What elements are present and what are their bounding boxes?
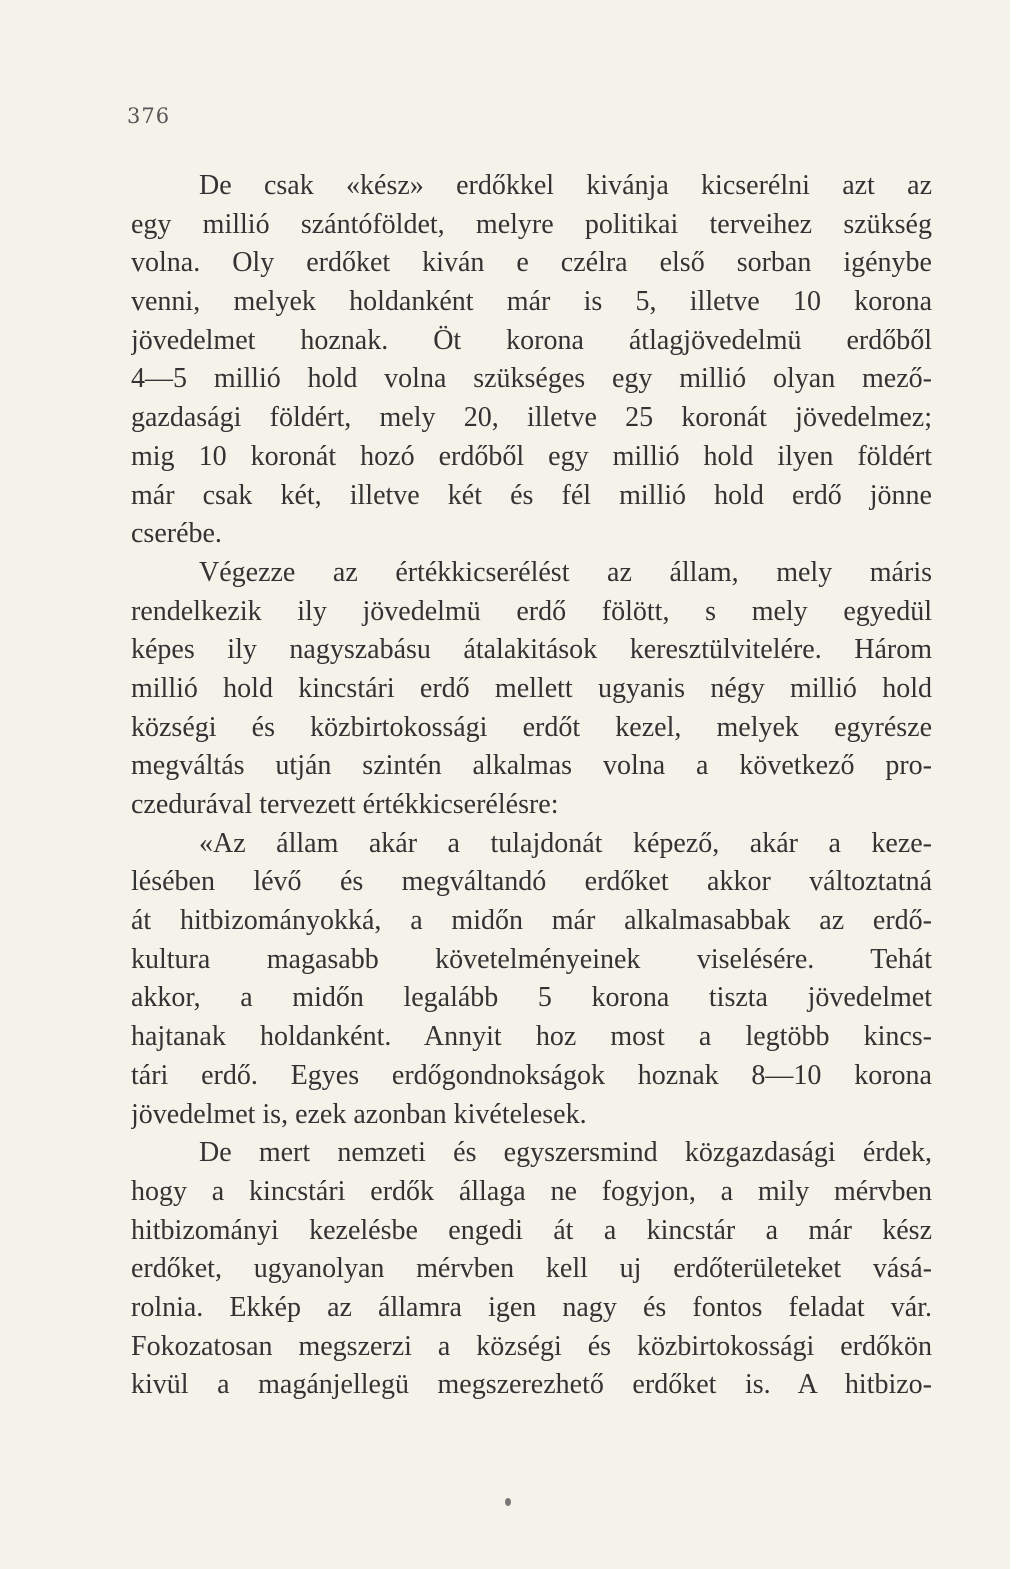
text-line: jövedelmet hoznak. Öt korona átlagjövedelmü erdőből [131, 324, 932, 356]
text-line: lésében lévő és megváltandó erdőket akkor változtatná [131, 866, 932, 898]
text-line: rendelkezik ily jövedelmü erdő fölött, s mely egyedül [131, 595, 932, 627]
text-line: erdőket, ugyanolyan mérvben kell uj erdőterületeket vásá- [131, 1253, 932, 1285]
text-line: kivül a magánjellegü megszerezhető erdőket is. A hitbizo- [131, 1369, 932, 1401]
text-line: hogy a kincstári erdők állaga ne fogyjon, a mily mérvben [131, 1175, 932, 1207]
text-line: képes ily nagyszabásu átalakitások keresztülvitelére. Három [131, 634, 932, 666]
text-line: egy millió szántóföldet, melyre politikai terveihez szükség [131, 208, 932, 240]
text-line: rolnia. Ekkép az államra igen nagy és fontos feladat vár. [131, 1291, 932, 1323]
text-line: jövedelmet is, ezek azonban kivételesek. [131, 1098, 587, 1130]
text-line: De mert nemzeti és egyszersmind közgazdasági érdek, [199, 1137, 932, 1169]
text-line: mig 10 koronát hozó erdőből egy millió hold ilyen földért [131, 440, 932, 472]
text-line: megváltás utján szintén alkalmas volna a következő pro- [131, 750, 932, 782]
text-line: Fokozatosan megszerzi a községi és közbirtokossági erdőkön [131, 1330, 932, 1362]
text-line: czedurával tervezett értékkicserélésre: [131, 789, 559, 820]
text-line: venni, melyek holdanként már is 5, illetve 10 korona [131, 286, 932, 318]
text-line: akkor, a midőn legalább 5 korona tiszta jövedelmet [131, 982, 932, 1014]
text-line: már csak két, illetve két és fél millió hold erdő jönne [131, 479, 932, 511]
text-line: Végezze az értékkicserélést az állam, mely máris [199, 556, 932, 588]
text-line: De csak «kész» erdőkkel kivánja kicserélni azt az [199, 170, 932, 201]
text-line: cserébe. [131, 518, 222, 550]
text-line: millió hold kincstári erdő mellett ugyanis négy millió hold [131, 672, 932, 704]
text-line: tári erdő. Egyes erdőgondnokságok hoznak 8—10 korona [131, 1059, 932, 1091]
text-line: gazdasági földért, mely 20, illetve 25 koronát jövedelmez; [131, 402, 932, 434]
page-number: 376 [127, 104, 171, 128]
text-line: kultura magasabb követelményeinek viselésére. Tehát [131, 943, 932, 975]
text-line: «Az állam akár a tulajdonát képező, akár a keze- [199, 827, 932, 859]
text-line: 4—5 millió hold volna szükséges egy millió olyan mező- [131, 363, 932, 395]
text-line: községi és közbirtokossági erdőt kezel, melyek egyrésze [131, 711, 932, 743]
ink-mark [505, 1498, 511, 1506]
text-line: át hitbizományokká, a midőn már alkalmasabbak az erdő- [131, 905, 932, 937]
text-line: hajtanak holdanként. Annyit hoz most a legtöbb kincs- [131, 1021, 932, 1053]
body-text [131, 167, 932, 1405]
text-line: volna. Oly erdőket kiván e czélra első sorban igénybe [131, 247, 932, 279]
text-line: hitbizományi kezelésbe engedi át a kincstár a már kész [131, 1214, 932, 1246]
